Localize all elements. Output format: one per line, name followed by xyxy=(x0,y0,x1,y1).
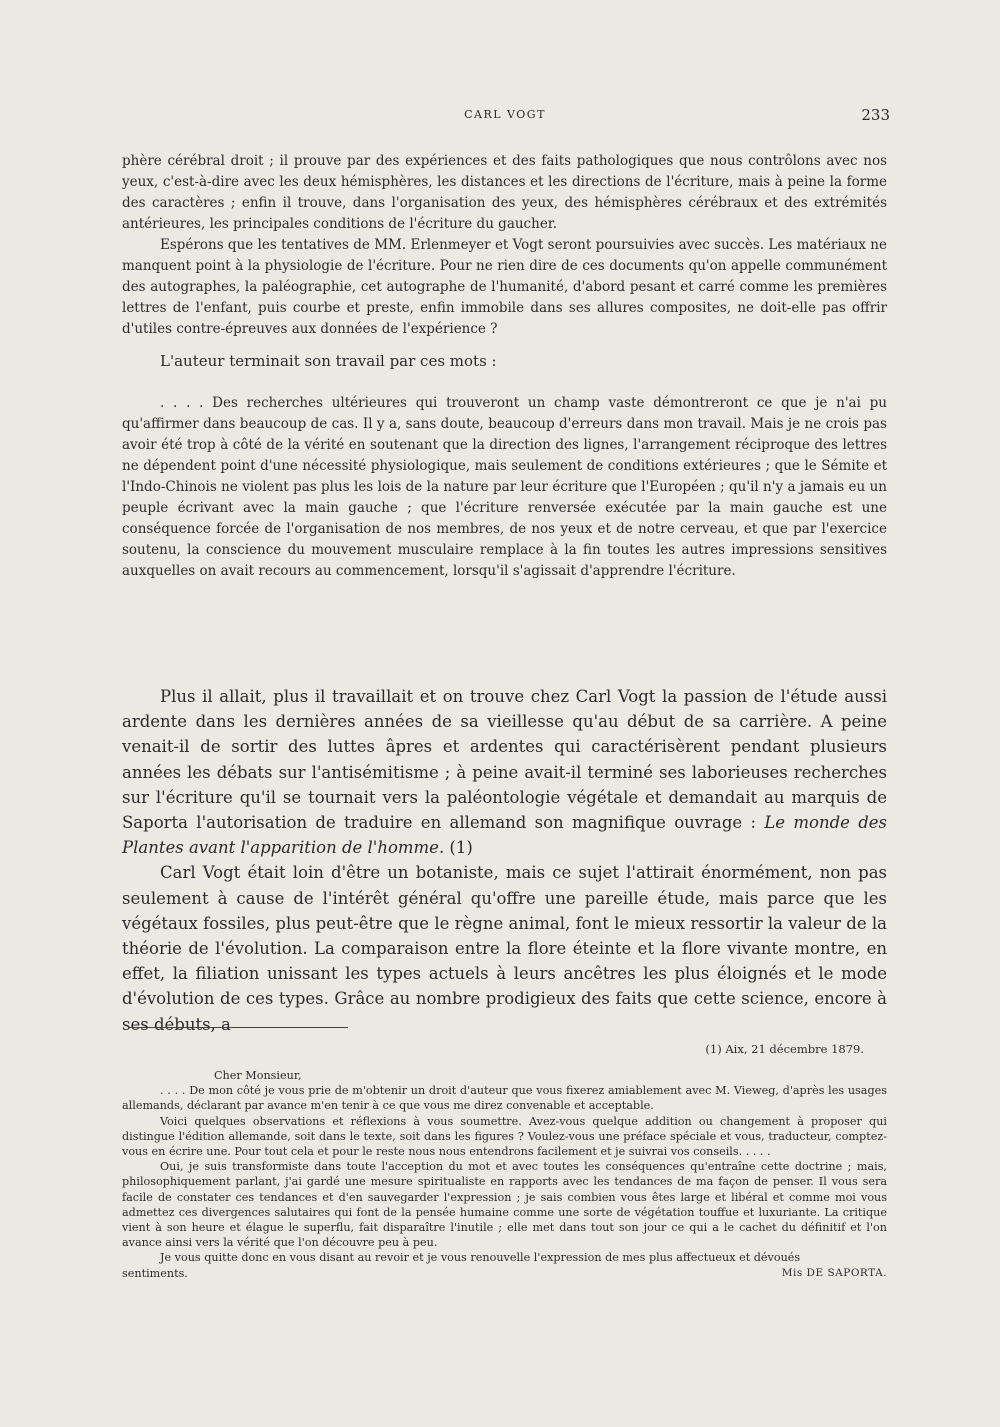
footnote-reference: (1) Aix, 21 décembre 1879. xyxy=(705,1042,864,1056)
running-title: CARL VOGT xyxy=(464,108,546,121)
quote-intro: L'auteur terminait son travail par ces mots : xyxy=(160,352,497,370)
letter-signature: Mis DE SAPORTA. xyxy=(781,1266,887,1279)
quotation-block xyxy=(122,393,887,582)
paragraph-plus-il-allait xyxy=(122,684,887,860)
opening-paragraphs xyxy=(122,151,887,340)
letter-paragraph-3: Oui, je suis transformiste dans toute l'acception du mot et avec toutes les conséquences qu'entraîne cette doctrine ; mais, philosophiquement parlant, j'ai gardé une mesure spiritualiste en rapports avec les tendances de ma façon de penser. Il vous sera facile de constater ces tendances et d'en sauvegarder l'expression ; je sais combien vous êtes large et libéral et comme moi vous admettez ces divergences salutaires qui font de la pensée humaine comme une sorte de végétation touffue et luxuriante. La critique vient à son heure et élague le superflu, fait disparaître l'inutile ; elle met dans tout son jour ce qui a le cachet du définitif et l'on avance ainsi vers la vérité que l'on découvre peu à peu. xyxy=(122,1160,887,1250)
letter-paragraph-4: Je vous quitte donc en vous disant au revoir et je vous renouvelle l'expression de mes plus affectueux et dévoués xyxy=(160,1251,801,1265)
letter-salutation: Cher Monsieur, xyxy=(214,1069,302,1082)
quotation: . . . . Des recherches ultérieures qui trouveront un champ vaste démontreront ce que je n'ai pu qu'affirmer dans beaucoup de cas. Il y a, sans doute, beaucoup d'erreurs dans mon travail. Mais je ne crois pas avoir été trop à côté de la vérité en soutenant que la direction des lignes, l'arrangement réciproque des lettres ne dépendent point d'une nécessité physiologique, mais seulement de conditions extérieures ; que le Sémite et l'Indo-Chinois ne violent pas plus les lois de la nature par leur écriture que l'Européen ; qu'il n'y a jamais eu un peuple écrivant avec la main gauche ; que l'écriture renversée exécutée par la main gauche est une conséquence forcée de l'organisation de nos membres, de nos yeux et de notre cerveau, et que par l'exercice soutenu, la conscience du mouvement musculaire remplace à la fin toutes les autres impressions sensitives auxquelles on avait recours au commencement, lorsqu'il s'agissait d'apprendre l'écriture. xyxy=(122,395,887,579)
book-title: Le monde des Plantes avant l'apparition de l'homme. xyxy=(122,813,887,858)
page-header xyxy=(120,108,890,128)
paragraph-continuation: phère cérébral droit ; il prouve par des expériences et des faits pathologiques que nous contrôlons avec nos yeux, c'est-à-dire avec les deux hémisphères, les distances et les directions de l'écriture, mais à peine la forme des caractères ; enfin il trouve, dans l'organisation des yeux, des hémisphères cérébraux et des extrémités antérieures, les principales conditions de l'écriture du gaucher. xyxy=(122,153,887,232)
paragraph-carl-vogt-botaniste: Carl Vogt était loin d'être un botaniste, mais ce sujet l'attirait énormément, non pas seulement à cause de l'intérêt général qu'offre une pareille étude, mais parce que les végétaux fossiles, plus peut-être que le règne animal, font le mieux ressortir la valeur de la théorie de l'évolution. La comparaison entre la flore éteinte et la flore vivante montre, en effet, la filiation unissant les types actuels à leurs ancêtres les plus éloignés et le mode d'évolution de ces types. Grâce au nombre prodigieux des faits que cette science, encore à ses débuts, a xyxy=(122,863,887,1034)
paragraph-text: Plus il allait, plus il travaillait et on trouve chez Carl Vogt la passion de l'étude aussi ardente dans les dernières années de sa vieillesse qu'au début de sa carrière. A peine venait-il de sortir des luttes âpres et ardentes qui caractérisèrent pendant plusieurs années les débats sur l'antisémitisme ; à peine avait-il terminé ses laborieuses recherches sur l'écriture qu'il se tournait vers la paléontologie végétale et demandait au marquis de Saporta l'autorisation de traduire en allemand son magnifique ouvrage : xyxy=(122,687,887,833)
footnote-rule xyxy=(128,1027,348,1028)
letter-closing-word: sentiments. xyxy=(122,1266,188,1280)
letter-paragraph-2: Voici quelques observations et réflexions à vous soumettre. Avez-vous quelque addition ou changement à proposer qui distingue l'édition allemande, soit dans le texte, soit dans les figures ? Voulez-vous une préface spéciale et vous, traducteur, comptez-vous en écrire une. Pour tout cela et pour le reste nous nous entendrons facilement et je suivrai vos conseils. . . . . xyxy=(122,1114,887,1159)
page-number: 233 xyxy=(861,106,890,124)
letter-closing xyxy=(122,1266,887,1281)
letter-paragraph-1: . . . . De mon côté je vous prie de m'obtenir un droit d'auteur que vous fixerez amiablement avec M. Vieweg, d'après les usages allemands, déclarant par avance m'en tenir à ce que vous me direz convenable et acceptable. xyxy=(122,1084,887,1113)
footnote-marker: (1) xyxy=(444,838,473,858)
main-text xyxy=(122,684,887,1037)
paragraph-esperons: Espérons que les tentatives de MM. Erlenmeyer et Vogt seront poursuivies avec succès. Les matériaux ne manquent point à la physiologie de l'écriture. Pour ne rien dire de ces documents qu'on appelle communément des autographes, la paléographie, cet autographe de l'humanité, d'abord pesant et carré comme les premières lettres de l'enfant, puis courbe et preste, enfin immobile dans ses allures composites, ne doit-elle pas offrir d'utiles contre-épreuves aux données de l'expérience ? xyxy=(122,237,887,337)
footnote-letter xyxy=(122,1068,887,1281)
